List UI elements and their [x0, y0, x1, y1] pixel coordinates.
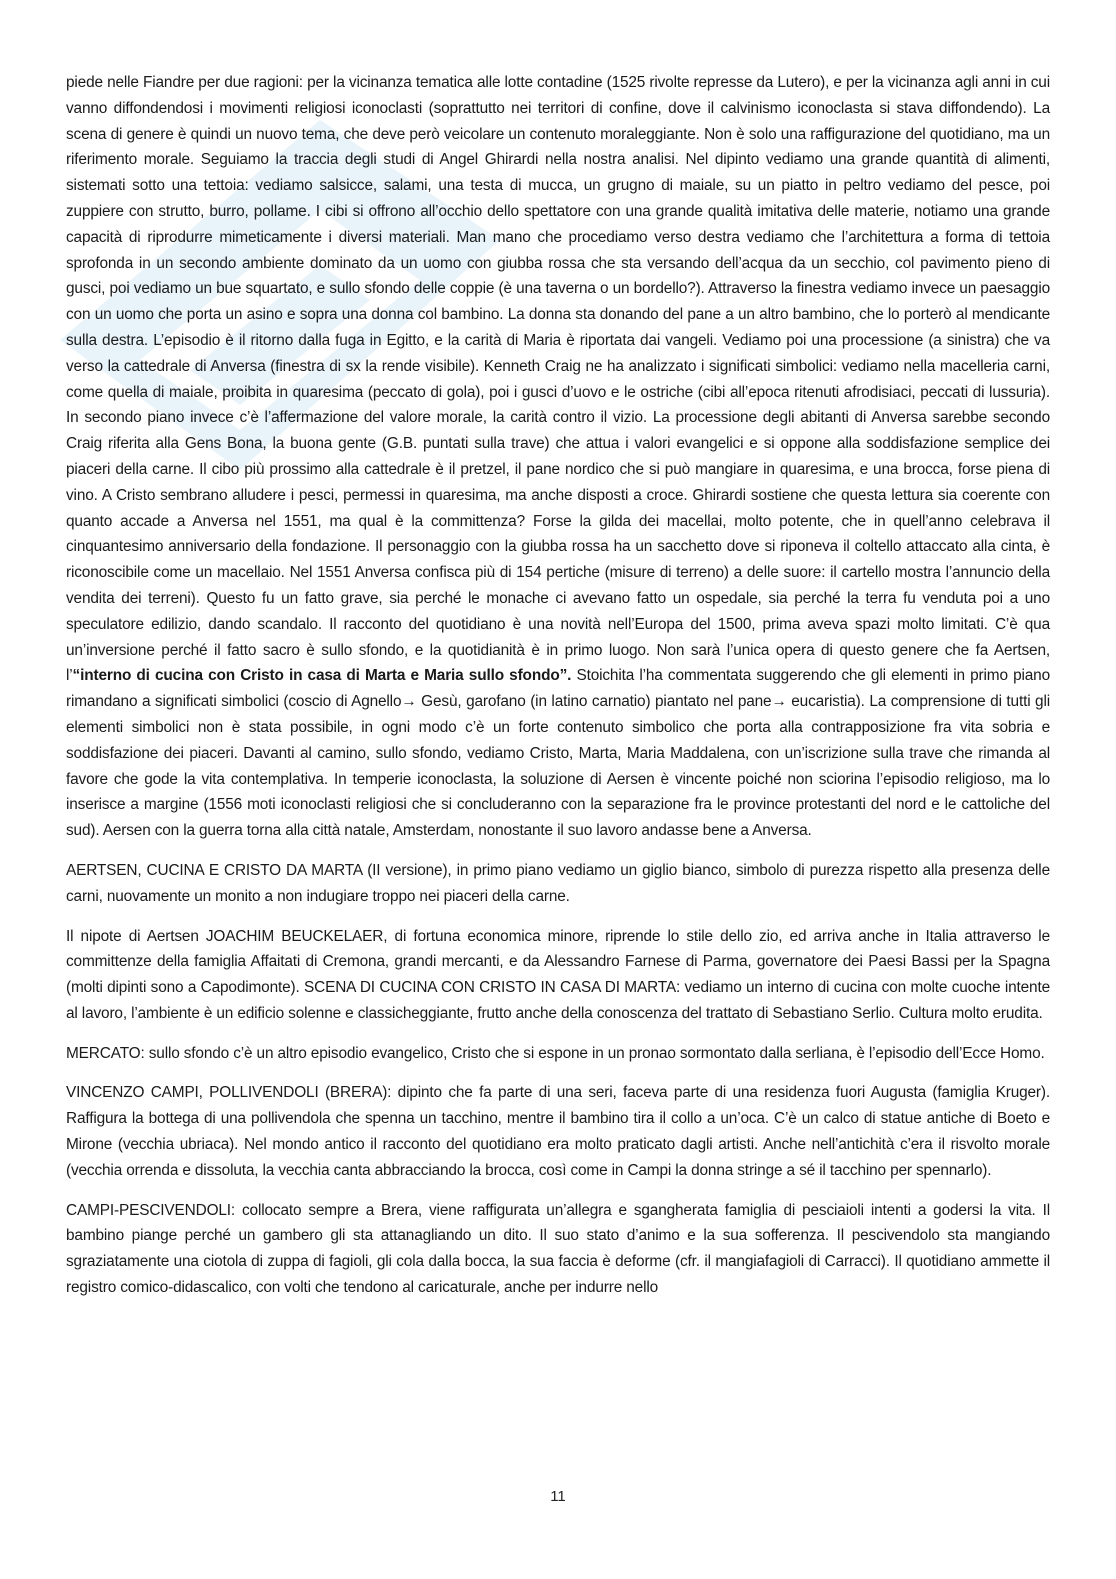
- paragraph-aertsen-analysis: [66, 70, 1050, 844]
- document-body: [66, 70, 1050, 1315]
- page-number: 11: [550, 1488, 566, 1505]
- paragraph-aertsen-cucina: [66, 858, 1050, 910]
- paragraph-mercato: [66, 1041, 1050, 1067]
- text-segment: Stoichita l’ha commentata suggerendo che gli elementi in primo piano rimandano a significati simbolici (coscio di Agnello→ Gesù, garofano (in latino carnatio) piantato nel pane→ eucaristia). La comprensione di tutti gli elementi simbolici non è stata possibile, in ogni modo c’è un forte contenuto simbolico che porta alla contrapposizione fra vita sobria e soddisfazione dei piaceri. Davanti al camino, sullo sfondo, vediamo Cristo, Marta, Maria Maddalena, con un’iscrizione sulla trave che rimanda al favore che gode la vita contemplativa. In temperie iconoclasta, la soluzione di Aersen è vincente poiché non sciorina l’episodio religioso, ma lo inserisce a margine (1556 moti iconoclasti religiosi che si concluderanno con la separazione fra le province protestanti del nord e le cattoliche del sud). Aersen con la guerra torna alla città natale, Amsterdam, nonostante il suo lavoro andasse bene a Anversa.: [66, 667, 1050, 840]
- paragraph-campi-pollivendoli: [66, 1080, 1050, 1183]
- paragraph-beuckelaer: [66, 924, 1050, 1027]
- text-segment: VINCENZO CAMPI, POLLIVENDOLI (BRERA): dipinto che fa parte di una seri, faceva parte di una residenza fuori Augusta (famiglia Kruger). Raffigura la bottega di una pollivendola che spenna un tacchino, mentre il bambino tira il collo a un’oca. C’è un calco di statue antiche di Boeto e Mirone (vecchia ubriaca). Nel mondo antico il racconto del quotidiano era molto praticato dagli artisti. Anche nell’antichità c’era il risvolto morale (vecchia orrenda e dissoluta, la vecchia canta abbracciando la brocca, così come in Campi la donna stringe a sé il tacchino per spennarlo).: [66, 1084, 1050, 1179]
- text-segment: Il nipote di Aertsen JOACHIM BEUCKELAER, di fortuna economica minore, riprende lo stile dello zio, ed arriva anche in Italia attraverso le committenze della famiglia Affaitati di Cremona, grandi mercanti, e da Alessandro Farnese di Parma, governatore dei Paesi Bassi per la Spagna (molti dipinti sono a Capodimonte). SCENA DI CUCINA CON CRISTO IN CASA DI MARTA: vediamo un interno di cucina con molte cuoche intente al lavoro, l’ambiente è un edificio solenne e classicheggiante, frutto anche della conoscenza del trattato di Sebastiano Serlio. Cultura molto erudita.: [66, 927, 1050, 1022]
- bold-title: “interno di cucina con Cristo in casa di Marta e Maria sullo sfondo”.: [72, 667, 572, 685]
- text-segment: piede nelle Fiandre per due ragioni: per la vicinanza tematica alle lotte contadine (1525 rivolte represse da Lutero), e per la vicinanza agli anni in cui vanno diffondendosi i movimenti religiosi iconoclasti (soprattutto nei territori di confine, dove il calvinismo iconoclasta si stava diffondendo). La scena di genere è quindi un nuovo tema, che deve però veicolare un contenuto moraleggiante. Non è solo una raffigurazione del quotidiano, ma un riferimento morale. Seguiamo la traccia degli studi di Angel Ghirardi nella nostra analisi. Nel dipinto vediamo una grande quantità di alimenti, sistemati sotto una tettoia: vediamo salsicce, salami, una testa di mucca, un grugno di maiale, su un piatto in peltro vediamo del pesce, poi zuppiere con strutto, burro, pollame. I cibi si offrono all’occhio dello spettatore con una grande qualità imitativa delle materie, notiamo una grande capacità di riprodurre mimeticamente i diversi materiali. Man mano che procediamo verso destra vediamo che l’architettura a forma di tettoia sprofonda in un secondo ambiente dominato da un uomo con giubba rossa che sta versando dell’acqua da un secchio, col pavimento pieno di gusci, poi vediamo un bue squartato, e sullo sfondo delle coppie (è una taverna o un bordello?). Attraverso la finestra vediamo invece un paesaggio con un uomo che porta un asino e sopra una donna col bambino. La donna sta donando del pane a un altro bambino, che lo porterò al mendicante sulla destra. L’episodio è il ritorno dalla fuga in Egitto, e la carità di Maria è riportata dai vangeli. Vediamo poi una processione (a sinistra) che va verso la cattedrale di Anversa (finestra di sx la rende visibile). Kenneth Craig ne ha analizzato i significati simbolici: vediamo nella macelleria carni, come quella di maiale, proibita in quaresima (peccato di gola), poi i gusci d’uovo e le ostriche (cibi all’epoca ritenuti afrodisiaci, peccati di lussuria). In secondo piano invece c’è l’affermazione del valore morale, la carità contro il vizio. La processione degli abitanti di Anversa sarebbe secondo Craig riferita alla Gens Bona, la buona gente (G.B. puntati sulla trave) che attua i valori evangelici e si oppone alla soddisfazione semplice dei piaceri della carne. Il cibo più prossimo alla cattedrale è il pretzel, il pane nordico che si può mangiare in quaresima, e una brocca, forse piena di vino. A Cristo sembrano alludere i pesci, permessi in quaresima, ma anche disposti a croce. Ghirardi sostiene che questa lettura sia coerente con quanto accade a Anversa nel 1551, ma qual è la committenza? Forse la gilda dei macellai, molto potente, che in quell’anno celebrava il cinquantesimo anniversario della fondazione. Il personaggio con la giubba rossa ha un sacchetto dove si riponeva il coltello attaccato alla cinta, è riconoscibile come un macellaio. Nel 1551 Anversa confisca più di 154 pertiche (misure di terreno) a delle suore: il cartello mostra l’annuncio della vendita dei terreni). Questo fu un fatto grave, sia perché le monache ci avevano fatto un ospedale, sia perché la terra fu venduta poi a uno speculatore edilizio, dando scandalo. Il racconto del quotidiano è una novità nell’Europa del 1500, prima aveva spazi molto limitati. C’è qua un’inversione perché il fatto sacro è sullo sfondo, e la quotidianità è in primo luogo. Non sarà l’unica opera di questo genere che fa Aertsen, l’: [66, 74, 1050, 685]
- paragraph-campi-pescivendoli: [66, 1198, 1050, 1301]
- text-segment: MERCATO: sullo sfondo c’è un altro episodio evangelico, Cristo che si espone in un pronao sormontato dalla serliana, è l’episodio dell’Ecce Homo.: [66, 1044, 1045, 1062]
- text-segment: AERTSEN, CUCINA E CRISTO DA MARTA (II versione), in primo piano vediamo un giglio bianco, simbolo di purezza rispetto alla presenza delle carni, nuovamente un monito a non indugiare troppo nei piaceri della carne.: [66, 861, 1050, 905]
- text-segment: CAMPI-PESCIVENDOLI: collocato sempre a Brera, viene raffigurata un’allegra e sgangherata famiglia di pesciaioli intenti a godersi la vita. Il bambino piange perché un gambero gli sta attanagliando un dito. Il suo stato d’animo e la sua sofferenza. Il pescivendolo sta mangiando sgraziatamente una ciotola di zuppa di fagioli, gli cola dalla bocca, la sua faccia è deforme (cfr. il mangiafagioli di Carracci). Il quotidiano ammette il registro comico-didascalico, con volti che tendono al caricaturale, anche per indurre nello: [66, 1201, 1050, 1297]
